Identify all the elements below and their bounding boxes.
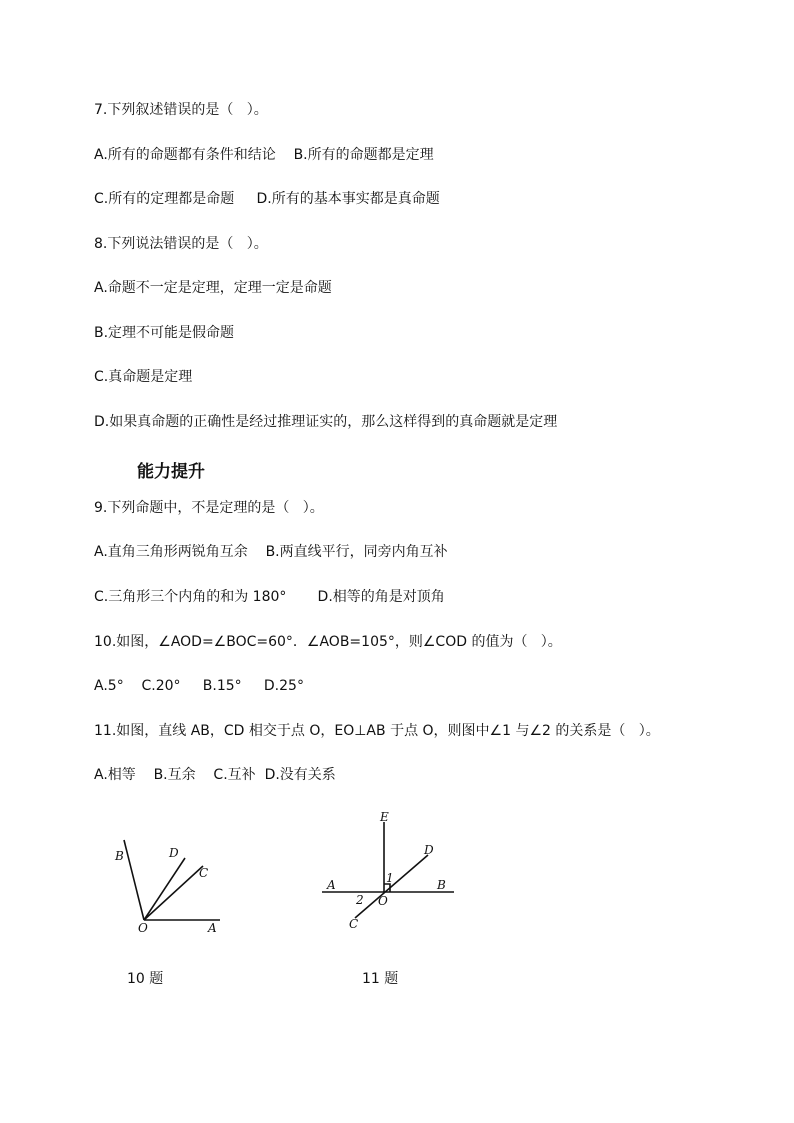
q7-stem: 7.下列叙述错误的是（ ）。 [94,102,268,118]
label-o: O [138,921,148,935]
figure-10-diagram [100,820,240,940]
q8-stem: 8.下列说法错误的是（ ）。 [94,236,268,252]
label-c: C [349,917,359,931]
section-title: 能力提升 [137,462,205,482]
label-d: D [424,843,434,857]
label-c: C [199,866,209,880]
figure-10-caption: 10 题 [127,971,164,987]
label-angle-1: 1 [386,871,394,885]
q8-option-c: C.真命题是定理 [94,369,193,385]
label-angle-2: 2 [356,893,364,907]
label-e: E [380,810,389,824]
label-a: A [208,921,217,935]
q8-option-b: B.定理不可能是假命题 [94,325,235,341]
ray-ob [124,840,144,920]
label-b: B [115,849,124,863]
label-d: D [169,846,179,860]
figure-11-diagram [320,808,465,938]
q10-options: A.5° C.20° B.15° D.25° [94,678,304,694]
q8-option-d: D.如果真命题的正确性是经过推理证实的，那么这样得到的真命题就是定理 [94,414,558,430]
q8-option-a: A.命题不一定是定理，定理一定是命题 [94,280,332,296]
q9-options-row2: C.三角形三个内角的和为 180° D.相等的角是对顶角 [94,589,445,605]
line-cd [355,855,428,918]
q7-options-row2: C.所有的定理都是命题 D.所有的基本事实都是真命题 [94,191,440,207]
q11-stem: 11.如图，直线 AB，CD 相交于点 O，EO⊥AB 于点 O，则图中∠1 与∠2 的关系是（ ）。 [94,723,660,739]
q9-options-row1: A.直角三角形两锐角互余 B.两直线平行，同旁内角互补 [94,544,448,560]
figure-11-lines [322,822,454,918]
label-o: O [378,894,388,908]
figure-11-caption: 11 题 [362,971,399,987]
q10-stem: 10.如图，∠AOD=∠BOC=60°．∠AOB=105°，则∠COD 的值为（ ）。 [94,634,562,650]
q11-options: A.相等 B.互余 C.互补 D.没有关系 [94,767,336,783]
q9-stem: 9.下列命题中，不是定理的是（ ）。 [94,500,324,516]
label-a: A [327,878,336,892]
q7-options-row1: A.所有的命题都有条件和结论 B.所有的命题都是定理 [94,147,434,163]
label-b: B [437,878,446,892]
